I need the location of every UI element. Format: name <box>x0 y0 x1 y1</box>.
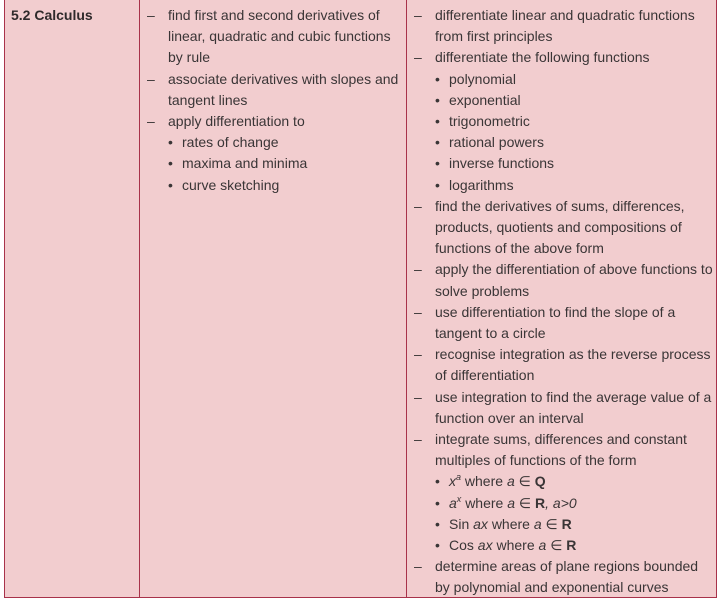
sub-list-item: • polynomial <box>435 69 716 90</box>
list-item: – use differentiation to find the slope of a tangent to a circle <box>407 302 716 344</box>
sub-list-item: • inverse functions <box>435 153 716 174</box>
function-form-exponential: • $a^x$ where a ∈ R, a>0 <box>435 493 716 514</box>
list-item: – integrate sums, differences and constant multiples of functions of the form • $x^a$ where a ∈ Q • $a^x$ where a ∈ R, a>0 • Sin ax where a ∈ R • Cos ax where a ∈ R <box>407 429 716 556</box>
sub-list-item: • maxima and minima <box>168 153 407 174</box>
list-item: – find the derivatives of sums, differences, products, quotients and compositions of functions of the above form <box>407 196 716 260</box>
list-item: – differentiate linear and quadratic functions from first principles <box>407 5 716 47</box>
list-item: – apply the differentiation of above functions to solve problems <box>407 259 716 301</box>
section-title: 5.2 Calculus <box>11 7 93 23</box>
list-item: – use integration to find the average value of a function over an interval <box>407 387 716 429</box>
list-item: – associate derivatives with slopes and tangent lines <box>140 69 407 111</box>
function-form-power: • $x^a$ where a ∈ Q <box>435 471 716 492</box>
sub-list-item: • exponential <box>435 90 716 111</box>
list-item: – apply differentiation to • rates of change • maxima and minima • curve sketching <box>140 111 407 196</box>
sub-list-item: • logarithms <box>435 175 716 196</box>
sub-list-item: • rational powers <box>435 132 716 153</box>
topic-column <box>5 0 139 597</box>
function-form-cosine: • Cos ax where a ∈ R <box>435 535 716 556</box>
sub-list-item: • trigonometric <box>435 111 716 132</box>
function-form-sine: • Sin ax where a ∈ R <box>435 514 716 535</box>
learning-outcomes-column-b <box>406 0 716 597</box>
sub-list-item: • rates of change <box>168 132 407 153</box>
list-item: – recognise integration as the reverse process of differentiation <box>407 344 716 386</box>
syllabus-table <box>4 0 717 598</box>
list-item: – differentiate the following functions • polynomial • exponential • trigonometric • rational powers • inverse functions • logarithms <box>407 47 716 195</box>
learning-outcomes-column-a <box>139 0 407 597</box>
list-item: – determine areas of plane regions bounded by polynomial and exponential curves <box>407 556 716 598</box>
sub-list-item: • curve sketching <box>168 175 407 196</box>
list-item: – find first and second derivatives of linear, quadratic and cubic functions by rule <box>140 5 407 69</box>
